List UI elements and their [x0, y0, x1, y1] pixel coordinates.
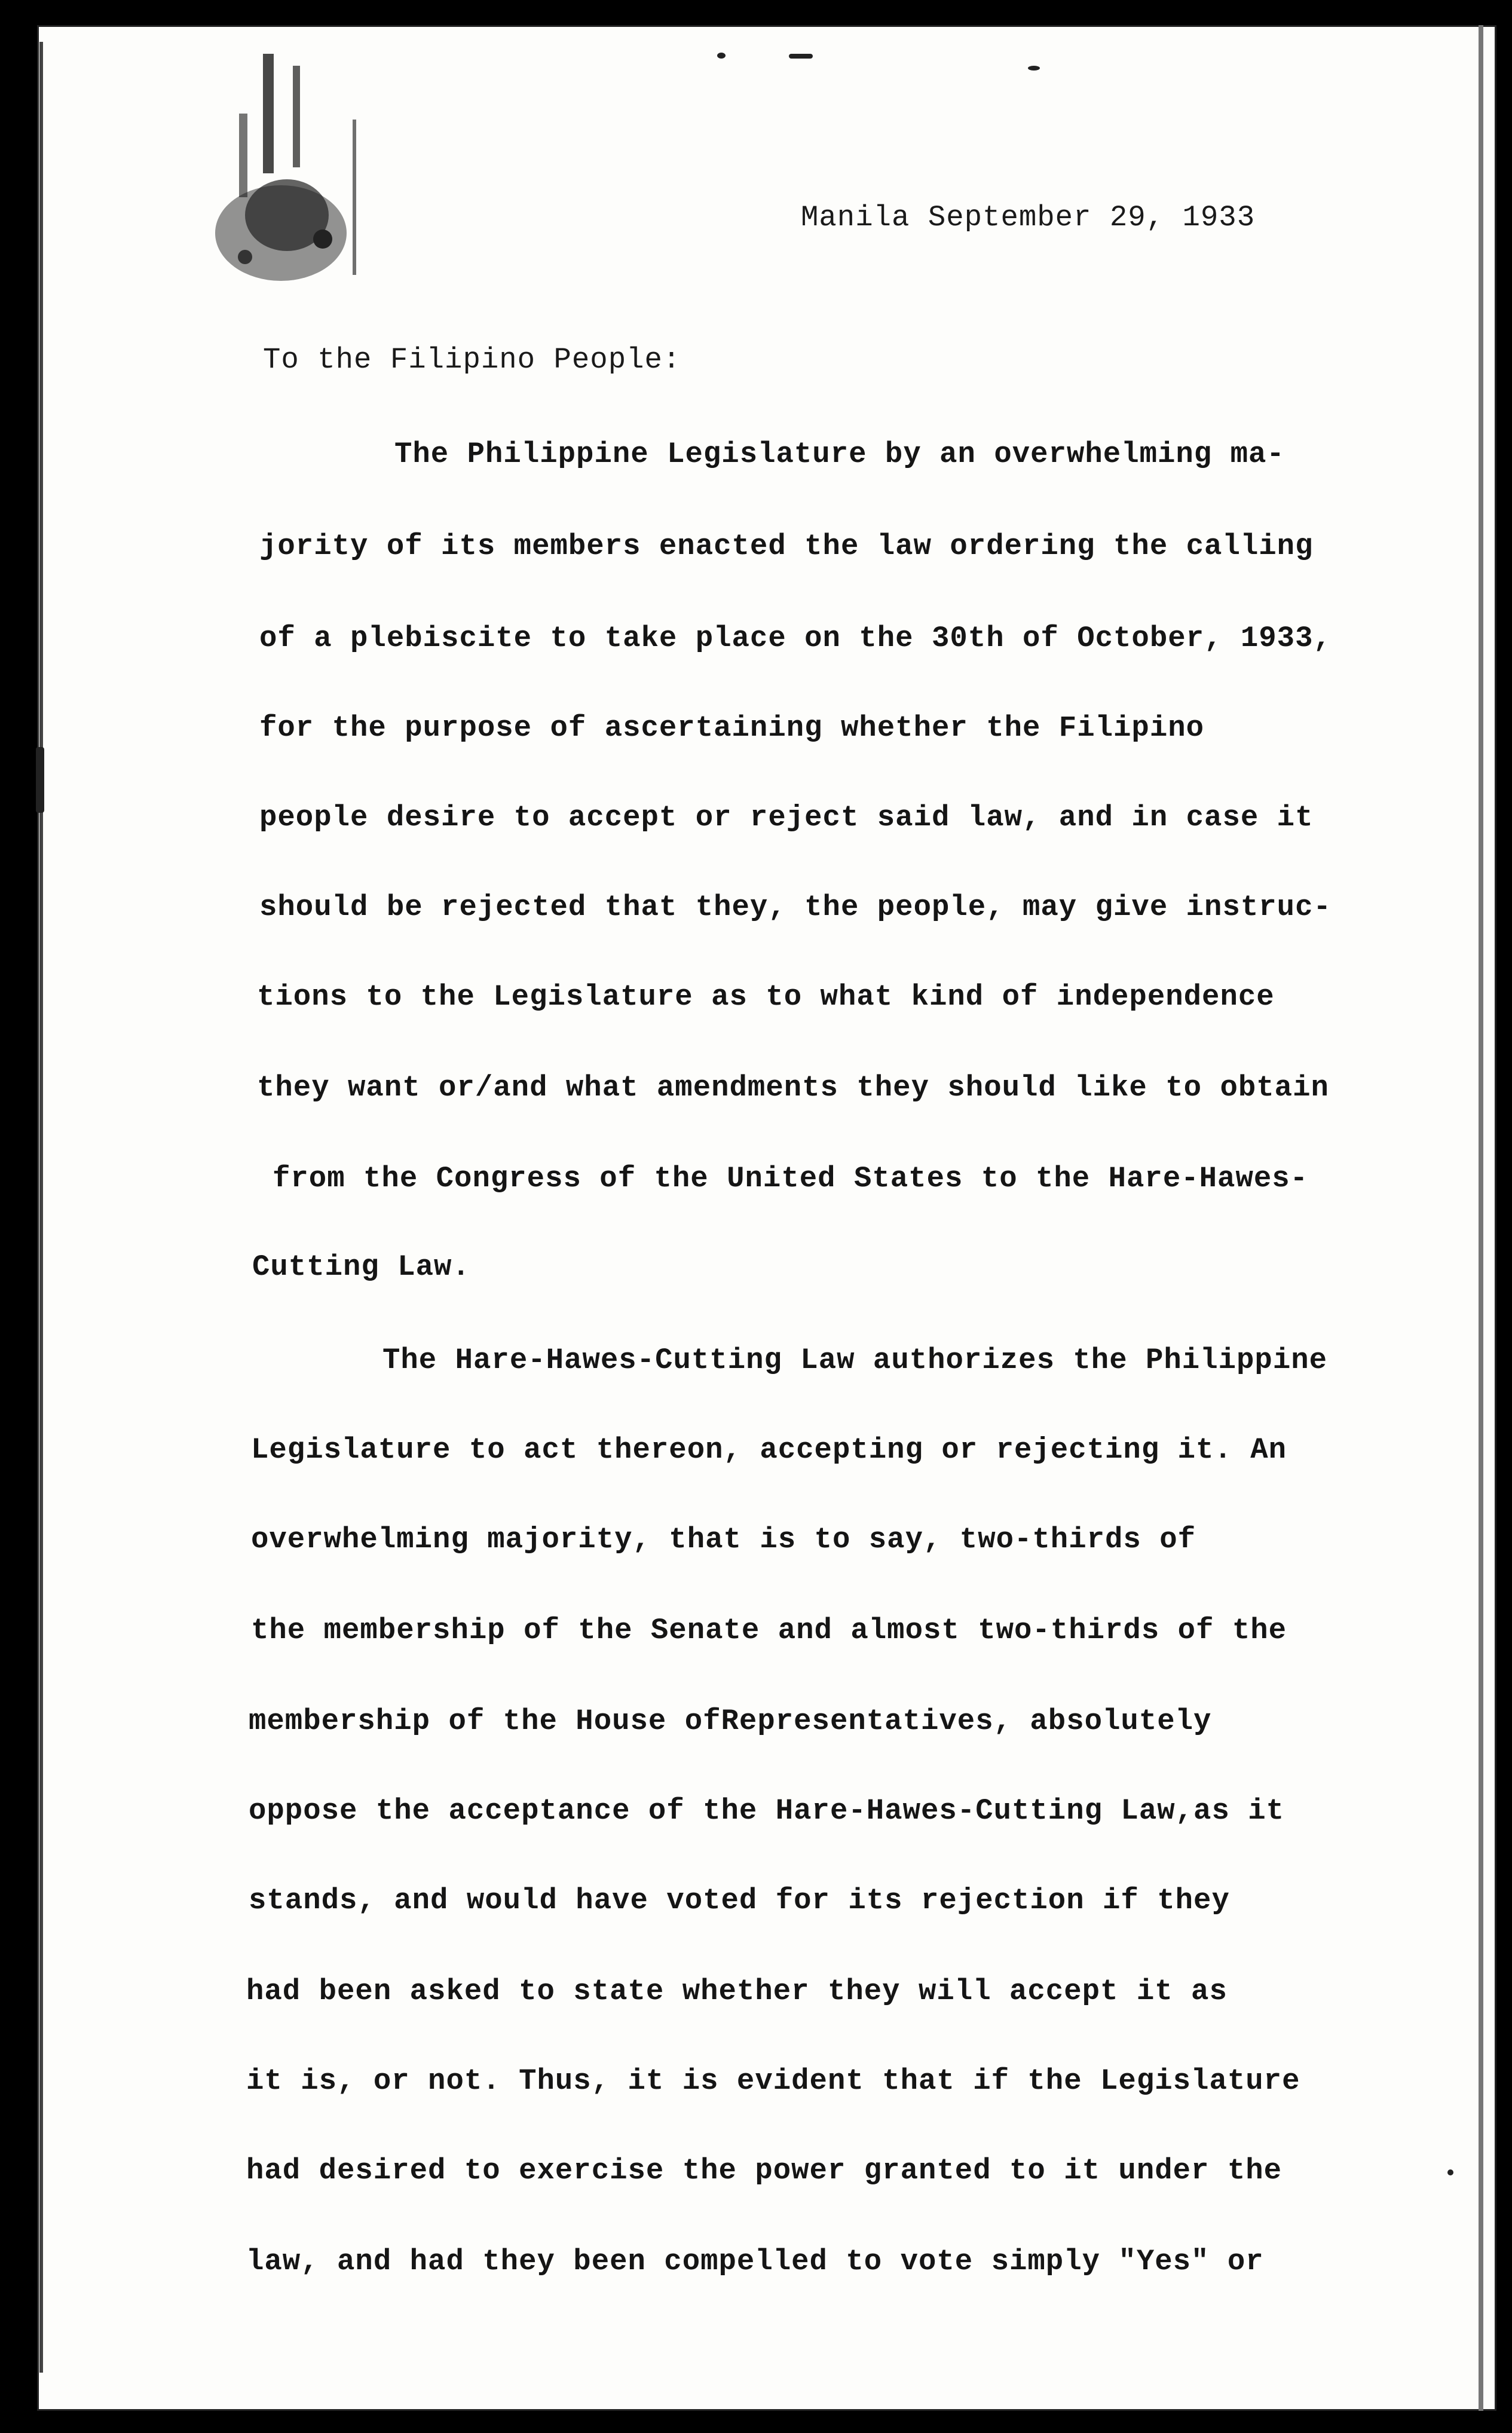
text-line: had been asked to state whether they will accept it as: [246, 1975, 1228, 2008]
text-line: oppose the acceptance of the Hare-Hawes-Cutting Law,as it: [249, 1794, 1285, 1828]
text-line: The Hare-Hawes-Cutting Law authorizes the Philippine: [382, 1343, 1328, 1377]
text-line: people desire to accept or reject said law, and in case it: [259, 801, 1314, 834]
text-line: overwhelming majority, that is to say, two-thirds of: [251, 1523, 1196, 1556]
ink-stain: [203, 42, 382, 299]
text-line: stands, and would have voted for its rejection if they: [249, 1884, 1230, 1917]
text-line: had desired to exercise the power granted to it under the: [246, 2154, 1283, 2187]
page-right-edge: [1479, 25, 1483, 2411]
text-line: they want or/and what amendments they should like to obtain: [257, 1071, 1329, 1104]
document-page: [37, 25, 1496, 2411]
text-line: Cutting Law.: [252, 1250, 470, 1284]
text-line: should be rejected that they, the people, may give instruc-: [259, 890, 1332, 924]
text-line: law, and had they been compelled to vote simply "Yes" or: [246, 2245, 1264, 2278]
text-line: jority of its members enacted the law ordering the calling: [259, 530, 1314, 563]
text-line: it is, or not. Thus, it is evident that if the Legislature: [246, 2064, 1300, 2098]
text-line: of a plebiscite to take place on the 30th of October, 1933,: [259, 622, 1332, 655]
text-line: Legislature to act thereon, accepting or rejecting it. An: [251, 1433, 1287, 1467]
text-line: tions to the Legislature as to what kind of independence: [257, 980, 1275, 1014]
text-line: from the Congress of the United States to the Hare-Hawes-: [273, 1162, 1309, 1195]
speck-mark: [1447, 2169, 1453, 2175]
text-line: The Philippine Legislature by an overwhelming ma-: [394, 437, 1285, 471]
salutation: To the Filipino People:: [263, 343, 681, 377]
speck-mark: [717, 53, 726, 59]
document-date: Manila September 29, 1933: [801, 201, 1256, 234]
page-left-edge: [39, 42, 43, 2373]
text-line: the membership of the Senate and almost two-thirds of the: [251, 1614, 1287, 1647]
text-line: for the purpose of ascertaining whether the Filipino: [259, 711, 1205, 745]
text-line: membership of the House ofRepresentatives, absolutely: [249, 1704, 1212, 1738]
speck-mark: [789, 54, 813, 59]
speck-mark: [1028, 66, 1040, 71]
speck-mark: [36, 747, 44, 813]
